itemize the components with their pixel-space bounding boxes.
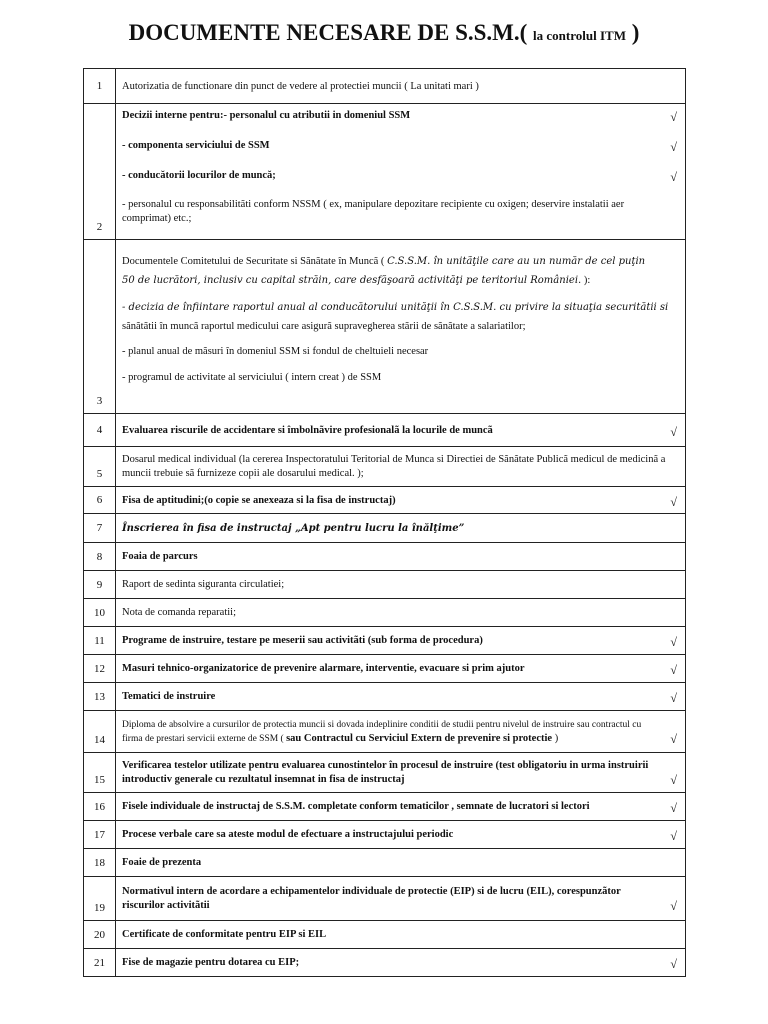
row-text <box>116 240 686 414</box>
item-text: - conducătorii locurilor de muncă; <box>122 170 276 181</box>
row-text <box>116 487 686 514</box>
check-mark: √ <box>670 663 677 677</box>
row-text <box>116 447 686 487</box>
row-text <box>116 683 686 711</box>
row-text <box>116 543 686 571</box>
item-text: Certificate de conformitate pentru EIP si EIL <box>122 929 327 940</box>
row-text <box>116 655 686 683</box>
page-title <box>0 20 768 46</box>
item-text: Masuri tehnico-organizatorice de prevenire alarmare, interventie, evacuare si prim ajutor <box>122 663 525 674</box>
list-item <box>122 424 679 439</box>
row-text <box>116 104 686 240</box>
item-text: Dosarul medical individual (la cererea Inspectoratului Teritorial de Munca si Directiei de Sãnãtate Publicã medicul de medicinã a muncii trebuie sã furnizeze copii ale dosarului medical. ); <box>122 453 666 479</box>
table-row <box>84 571 686 599</box>
list-item <box>122 885 679 913</box>
check-mark: √ <box>670 140 677 154</box>
row-text <box>116 514 686 543</box>
row-number: 14 <box>84 711 116 753</box>
table-row <box>84 487 686 514</box>
check-mark: √ <box>670 691 677 705</box>
item-text: - componenta serviciului de SSM <box>122 140 270 151</box>
row-text <box>116 821 686 849</box>
row-number: 1 <box>84 69 116 104</box>
row-number: 21 <box>84 949 116 977</box>
check-mark: √ <box>670 170 677 184</box>
row-number: 6 <box>84 487 116 514</box>
row-text <box>116 753 686 793</box>
row-text <box>116 599 686 627</box>
row-number: 5 <box>84 447 116 487</box>
table-row <box>84 599 686 627</box>
table-row <box>84 69 686 104</box>
row-number: 20 <box>84 921 116 949</box>
check-mark: √ <box>670 110 677 124</box>
table-row <box>84 821 686 849</box>
item-text: Nota de comanda reparatii; <box>122 607 236 618</box>
item-text-italic: - decizia de înfiintare raportul anual al conducătorului unităţii în C.S.S.M. cu privire la situaţia securitătii si <box>122 302 669 313</box>
item-text: Verificarea testelor utilizate pentru evaluarea cunostintelor în procesul de instruire (test obligatoriu in urma instruirii introductiv generale cu rezultatul insemnat in fisa de instructaj <box>122 759 649 785</box>
row-text <box>116 849 686 877</box>
item-text: - planul anual de mãsuri în domeniul SSM si fondul de cheltuieli necesar <box>122 346 429 357</box>
table-row <box>84 711 686 753</box>
row-text <box>116 627 686 655</box>
row-text <box>116 711 686 753</box>
row-number: 10 <box>84 599 116 627</box>
row-number: 16 <box>84 793 116 821</box>
item-text: Foaia de parcurs <box>122 551 198 562</box>
list-item <box>122 198 679 226</box>
list-item <box>122 346 679 357</box>
item-text: Diploma de absolvire a cursurilor de protectia muncii si dovada indeplinire conditii de studii pentru nivelul de instruire sau contractul cu firma de prestari servicii externe de SSM ( <box>122 719 642 744</box>
item-text: Procese verbale care sa ateste modul de efectuare a instructajului periodic <box>122 829 454 840</box>
row-text <box>116 69 686 104</box>
row-number: 8 <box>84 543 116 571</box>
check-mark: √ <box>670 898 677 913</box>
list-item <box>122 140 679 154</box>
row-number: 4 <box>84 414 116 447</box>
check-mark: √ <box>670 494 677 509</box>
row-number: 19 <box>84 877 116 921</box>
list-item <box>122 170 679 184</box>
list-item <box>122 691 679 705</box>
row-number: 15 <box>84 753 116 793</box>
check-mark: √ <box>670 801 677 815</box>
list-item <box>122 110 679 124</box>
item-text: - personalul cu responsabilitãti conform NSSM ( ex, manipulare depozitare recipiente cu oxigen; deservire instalatii aer comprimat) etc.; <box>122 199 625 224</box>
check-mark: √ <box>670 772 677 787</box>
list-item <box>122 829 679 843</box>
table-row <box>84 753 686 793</box>
row-text <box>116 949 686 977</box>
item-text: Tematici de instruire <box>122 691 216 702</box>
table-row <box>84 949 686 977</box>
item-text-bold: sau Contractul cu Serviciul Extern de prevenire si protectie <box>286 732 553 744</box>
item-text: Normativul intern de acordare a echipamentelor individuale de protectie (EIP) si de lucru (EIL), corespunzãtor riscurilor activitãtii <box>122 885 621 911</box>
row-number: 11 <box>84 627 116 655</box>
item-text: - programul de activitate al serviciului ( intern creat ) de SSM <box>122 372 382 383</box>
documents-table <box>83 68 686 977</box>
item-text: Evaluarea riscurile de accidentare si îmbolnãvire profesionalã la locurile de muncã <box>122 424 493 436</box>
table-row <box>84 793 686 821</box>
table-row <box>84 627 686 655</box>
list-item <box>122 957 679 971</box>
check-mark: √ <box>670 731 677 746</box>
table-row <box>84 849 686 877</box>
row-number: 18 <box>84 849 116 877</box>
row-number: 13 <box>84 683 116 711</box>
item-text: Programe de instruire, testare pe meserii sau activitãti (sub forma de procedura) <box>122 635 483 646</box>
row-number: 9 <box>84 571 116 599</box>
item-text: ): <box>581 275 591 286</box>
row-text <box>116 921 686 949</box>
list-item <box>122 801 679 815</box>
list-item <box>122 635 679 649</box>
table-row <box>84 447 686 487</box>
row-text <box>116 877 686 921</box>
check-mark: √ <box>670 635 677 649</box>
table-row <box>84 240 686 414</box>
item-text: Fise de magazie pentru dotarea cu EIP; <box>122 957 300 968</box>
list-item <box>122 298 679 336</box>
row-number: 12 <box>84 655 116 683</box>
table-row <box>84 104 686 240</box>
item-text-italic: C.S.S.M. în unitãţile care au un număr de cel puţin 50 de lucrători, inclusiv cu capital străin, care desfăşoară activităţi pe teritoriul României. <box>122 256 646 286</box>
item-text: Decizii interne pentru:- personalul cu atributii in domeniul SSM <box>122 110 411 121</box>
row-number: 2 <box>84 104 116 240</box>
item-text: Fisa de aptitudini;(o copie se anexeaza si la fisa de instructaj) <box>122 494 396 506</box>
table-row <box>84 543 686 571</box>
list-item <box>122 372 679 383</box>
item-text: ) <box>552 732 559 744</box>
row-number: 17 <box>84 821 116 849</box>
item-text: Raport de sedinta siguranta circulatiei; <box>122 579 285 590</box>
list-item <box>122 718 679 746</box>
row-text <box>116 414 686 447</box>
item-text: Foaie de prezenta <box>122 857 202 868</box>
table-row <box>84 655 686 683</box>
table-row <box>84 514 686 543</box>
row-number: 7 <box>84 514 116 543</box>
list-item <box>122 663 679 677</box>
check-mark: √ <box>670 957 677 971</box>
check-mark: √ <box>670 424 677 439</box>
list-item <box>122 252 679 290</box>
item-text: Fisele individuale de instructaj de S.S.M. completate conform tematicilor , semnate de lucratori si lectori <box>122 801 590 812</box>
check-mark: √ <box>670 829 677 843</box>
list-item <box>122 494 679 509</box>
list-item <box>122 759 679 787</box>
row-text-content: Autorizatia de functionare din punct de vedere al protectiei muncii ( La unitati mari ) <box>122 80 479 92</box>
table-row <box>84 921 686 949</box>
table-row <box>84 683 686 711</box>
row-text <box>116 571 686 599</box>
item-text: sãnãtãtii în muncã raportul medicului care asigurã supravegherea stãrii de sãnãtate a salariatilor; <box>122 321 526 332</box>
table-row <box>84 877 686 921</box>
item-text: Înscrierea în fisa de instructaj „Apt pentru lucru la înălţime” <box>122 522 465 534</box>
row-text <box>116 793 686 821</box>
title-sub: la controlul ITM <box>533 28 626 43</box>
row-number: 3 <box>84 240 116 414</box>
title-close: ) <box>631 20 640 45</box>
title-main: DOCUMENTE NECESARE DE S.S.M.( <box>128 20 528 45</box>
table-row <box>84 414 686 447</box>
item-text: Documentele Comitetului de Securitate si Sãnãtate în Muncã ( <box>122 256 388 267</box>
